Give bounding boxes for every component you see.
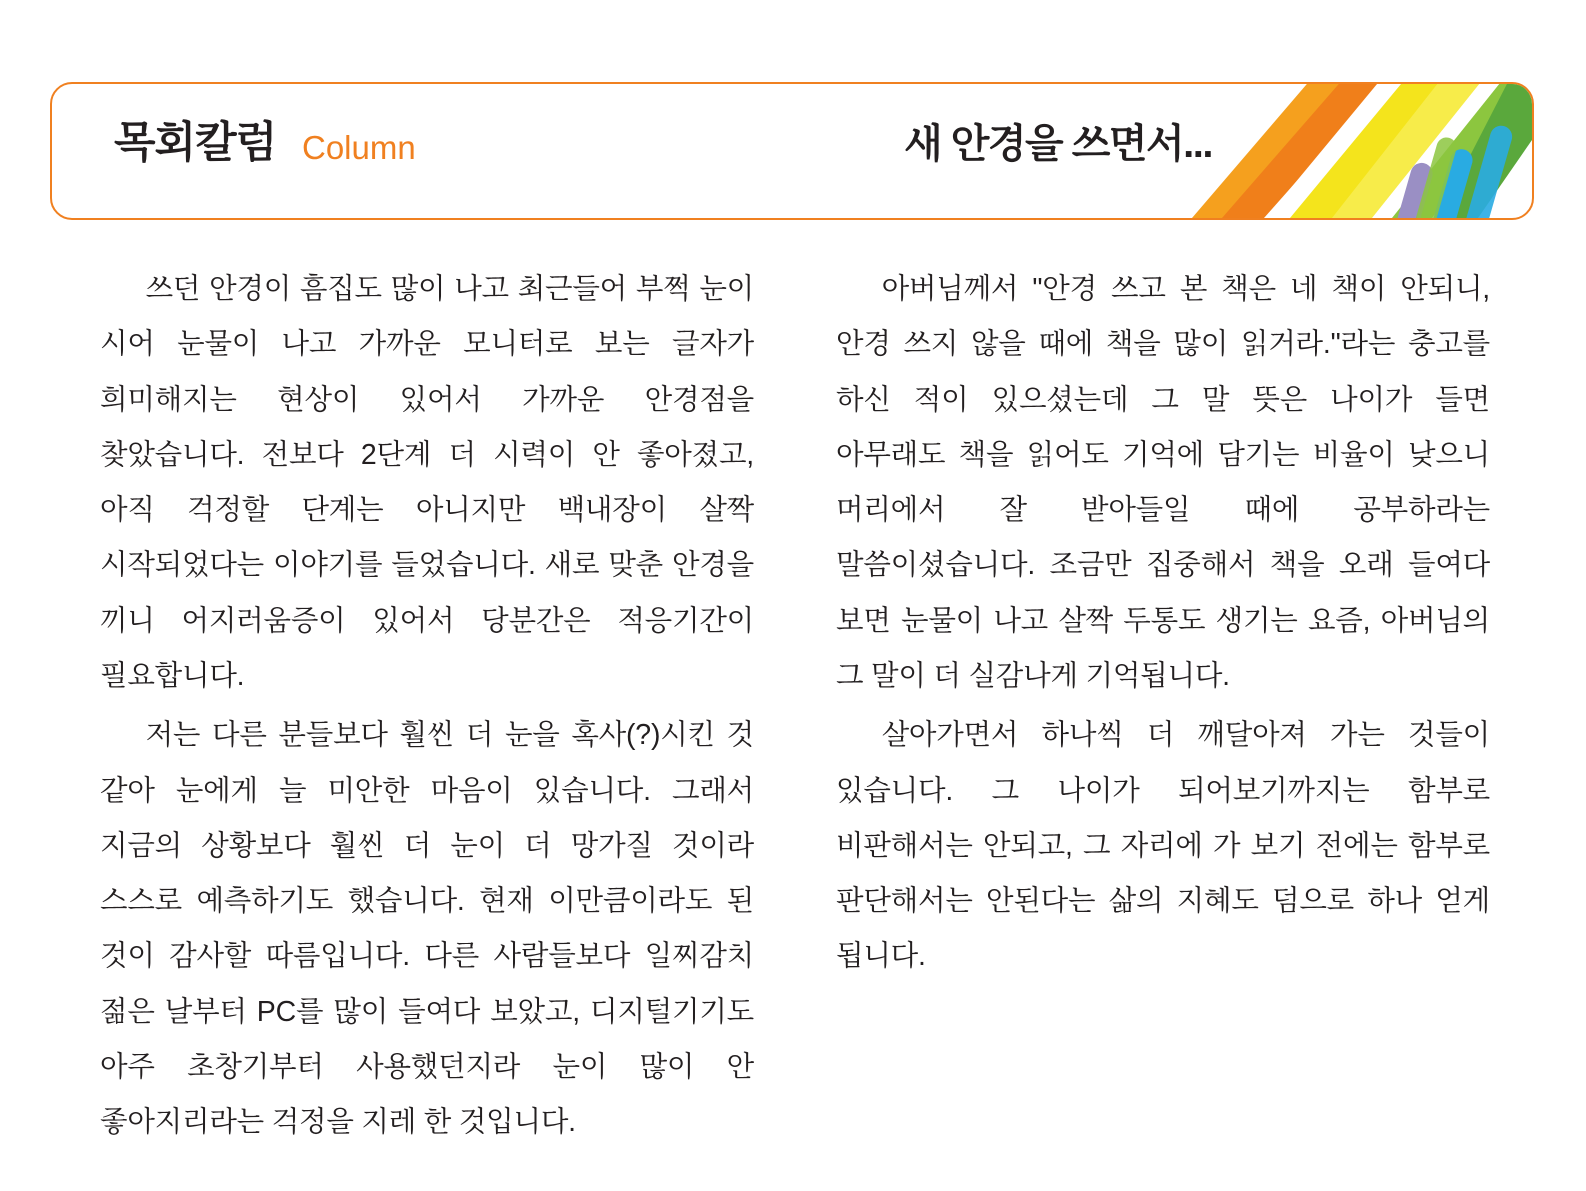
ribbon-decoration-icon bbox=[1192, 84, 1532, 218]
paragraph: 살아가면서 하나씩 더 깨달아져 가는 것들이 있습니다. 그 나이가 되어보기까지는 함부로 비판해서는 안되고, 그 자리에 가 보기 전에는 함부로 판단해서는 안된다는 삶의 지혜도 덤으로 하나 얻게 됩니다. bbox=[836, 719, 1490, 973]
paragraph: 아버님께서 "안경 쓰고 본 책은 네 책이 안되니, 안경 쓰지 않을 때에 책을 많이 읽거라."라는 충고를 하신 적이 있으셨는데 그 말 뜻은 나이가 들면 아무래도 책을 읽어도 기억에 담기는 비율이 낮으니 머리에서 잘 받아들일 때에 공부하라는 말씀이셨습니다. 조금만 집중해서 책을 오래 들여다 보면 눈물이 나고 살짝 두통도 생기는 요즘, 아버님의 그 말이 더 실감나게 기억됩니다. bbox=[836, 273, 1490, 692]
article-title: 새 안경을 쓰면서... bbox=[903, 122, 1212, 166]
paragraph: 저는 다른 분들보다 훨씬 더 눈을 혹사(?)시킨 것 같아 눈에게 늘 미안한 마음이 있습니다. 그래서 지금의 상황보다 훨씬 더 눈이 더 망가질 것이라 스스로 예측하기도 했습니다. 현재 이만큼이라도 된 것이 감사할 따름입니다. 다른 사람들보다 일찌감치 젊은 날부터 PC를 많이 들여다 보았고, 디지털기기도 아주 초창기부터 사용했던지라 눈이 많이 안 좋아지리라는 걱정을 지레 한 것입니다. bbox=[100, 719, 754, 1139]
page-title: 목회칼럼 bbox=[114, 119, 277, 167]
paragraph: 쓰던 안경이 흠집도 많이 나고 최근들어 부쩍 눈이 시어 눈물이 나고 가까운 모니터로 보는 글자가 희미해지는 현상이 있어서 가까운 안경점을 찾았습니다. 전보다 2단계 더 시력이 안 좋아졌고, 아직 걱정할 단계는 아니지만 백내장이 살짝 시작되었다는 이야기를 들었습니다. 새로 맞춘 안경을 끼니 어지러움증이 있어서 당분간은 적응기간이 필요합니다. bbox=[100, 273, 754, 692]
article-right-column bbox=[836, 262, 1490, 1151]
article-left-column bbox=[100, 262, 754, 1151]
article-body bbox=[100, 262, 1490, 1151]
column-header-banner bbox=[50, 82, 1534, 220]
page-subtitle: Column bbox=[302, 129, 416, 166]
